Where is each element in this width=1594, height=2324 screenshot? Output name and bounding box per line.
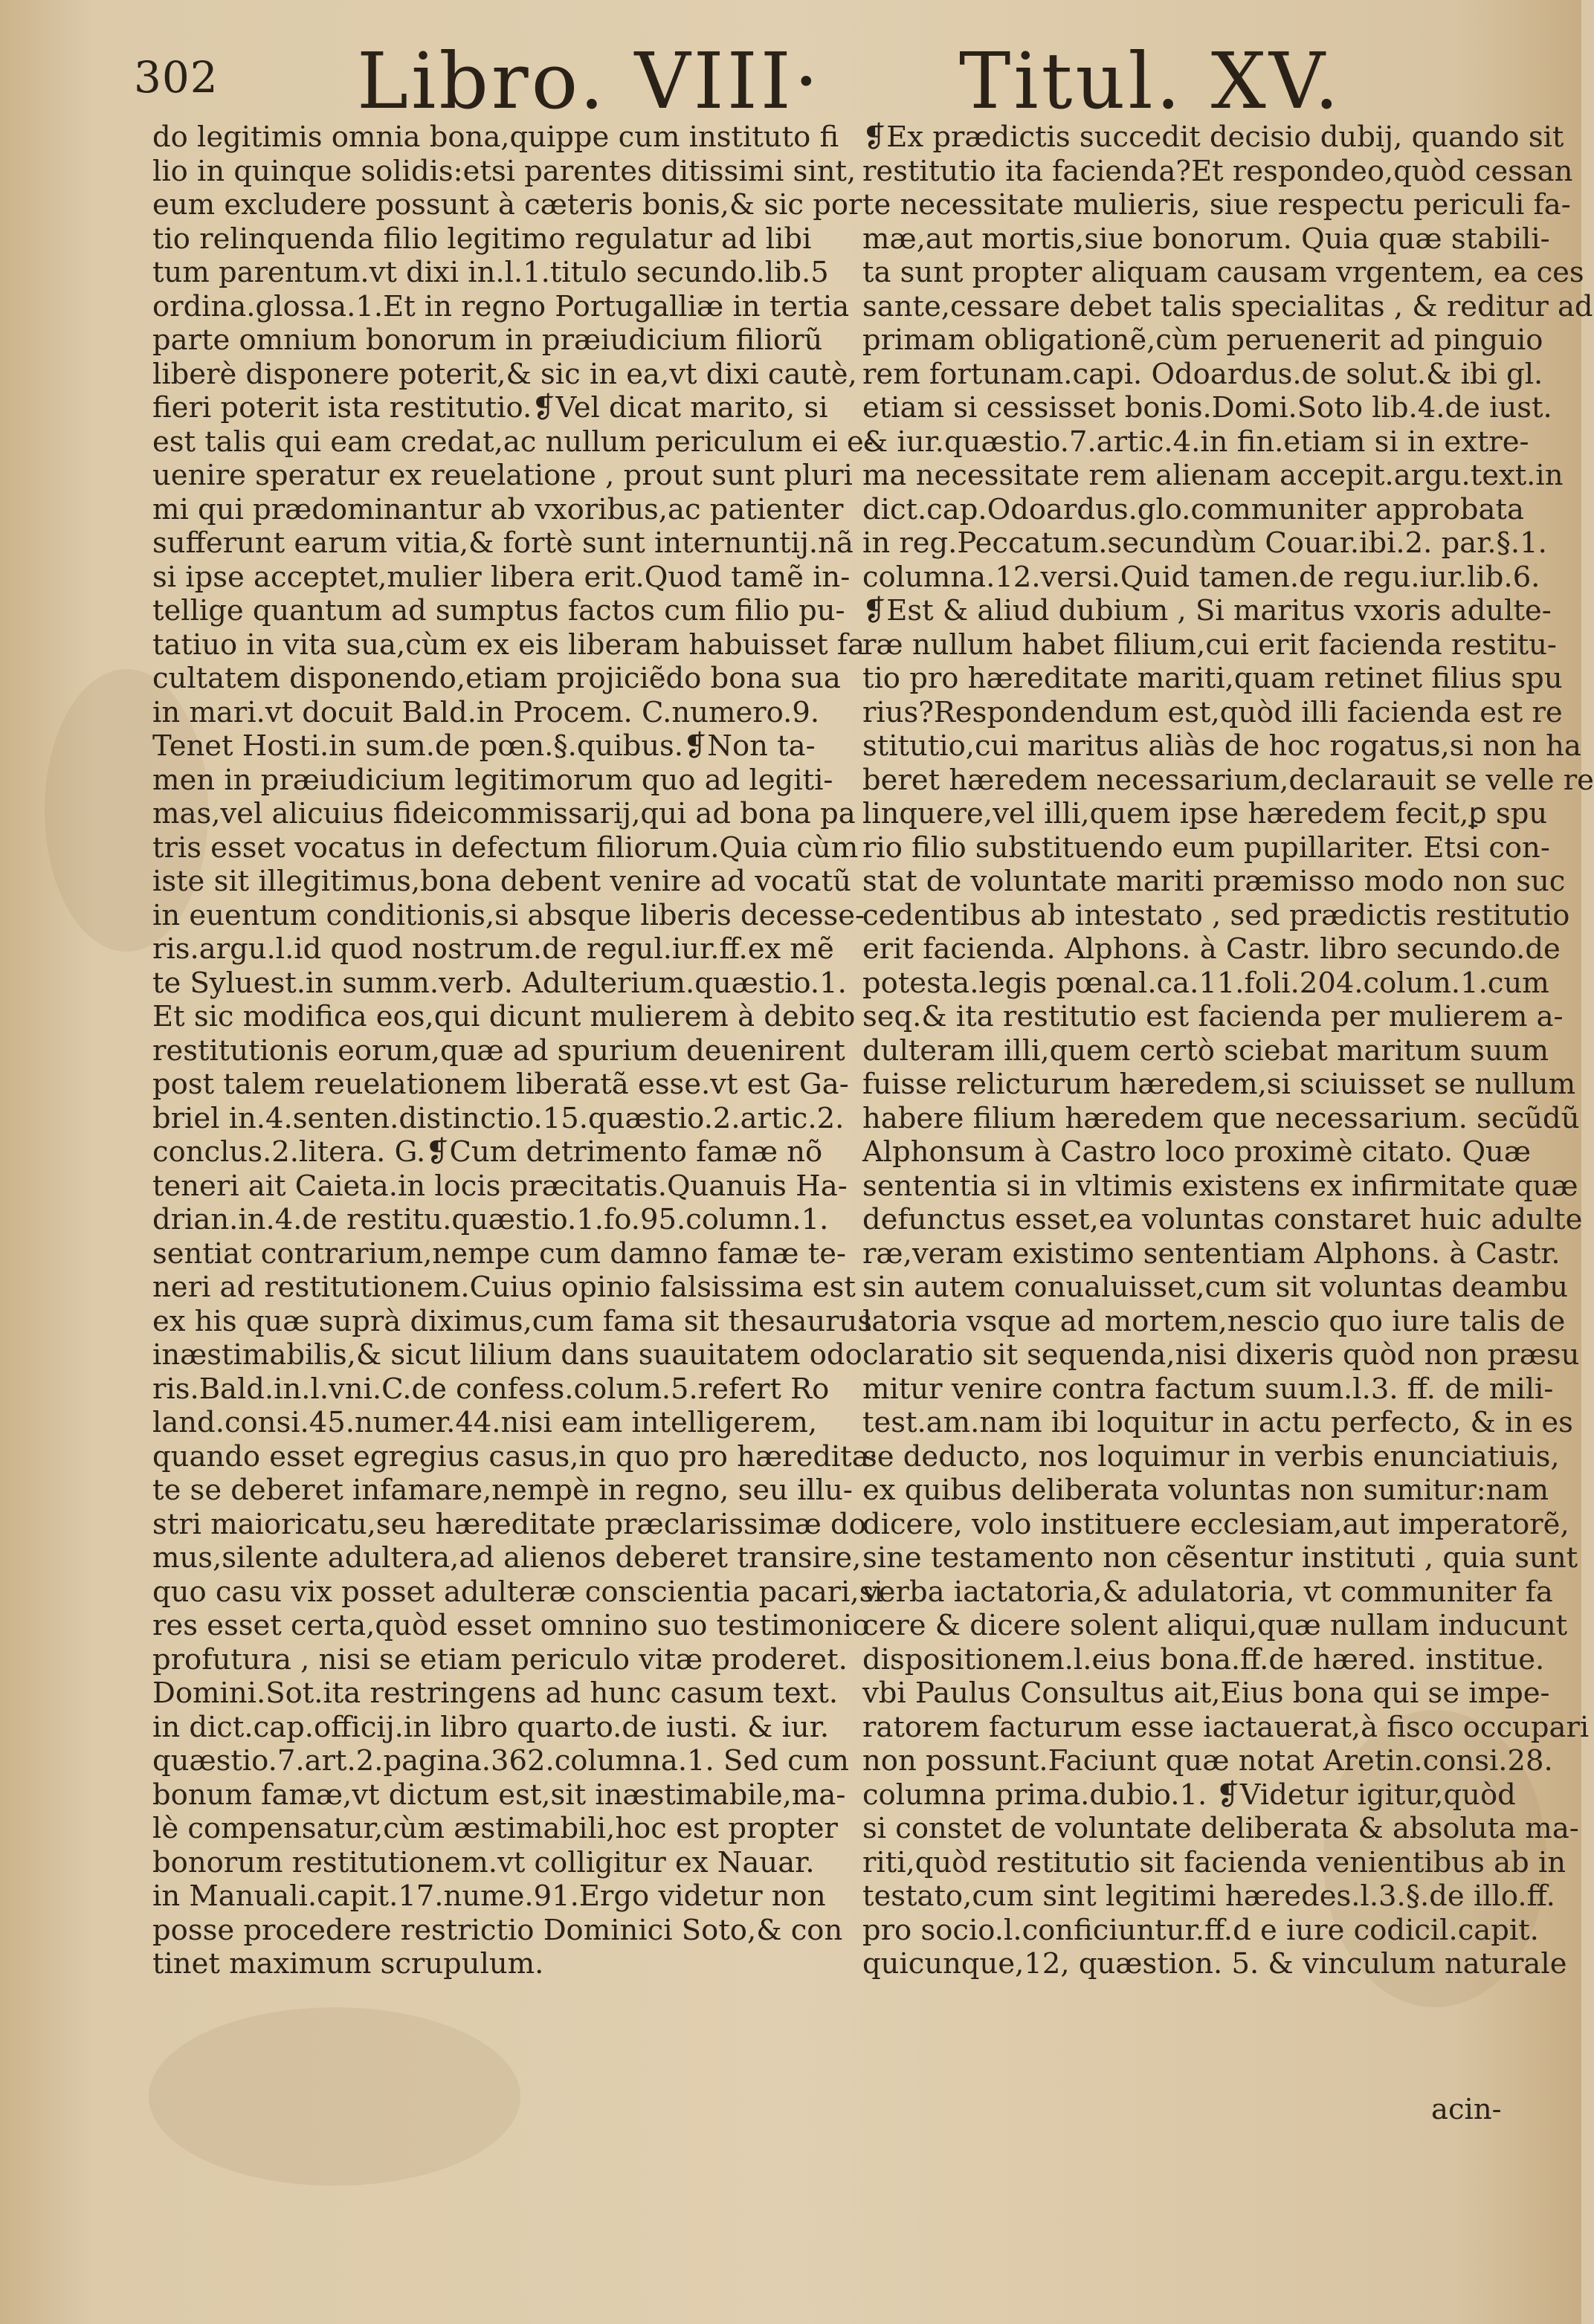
text-line: erit facienda. Alphons. à Castr. libro secundo.de <box>862 932 1561 966</box>
text-line: land.consi.45.numer.44.nisi eam intelligerem, <box>152 1406 818 1439</box>
running-header <box>0 22 1581 126</box>
text-line: ma necessitate rem alienam accepit.argu.text.in <box>862 459 1564 492</box>
text-line: restitutionis eorum,quæ ad spurium deuenirent <box>152 1033 845 1068</box>
text-line: sentiat contrarium,nempe cum damno famæ te- <box>152 1236 846 1271</box>
text-line: sin autem conualuisset,cum sit voluntas deambu <box>862 1271 1569 1304</box>
text-line: tatiuo in vita sua,cùm ex eis liberam habuisset fa <box>152 627 865 662</box>
left-column <box>152 120 883 1981</box>
text-line: te Syluest.in summ.verb. Adulterium.quæstio.1. <box>152 966 847 1000</box>
text-line: dict.cap.Odoardus.glo.communiter approbata <box>862 492 1524 526</box>
text-line: rio filio substituendo eum pupillariter. Etsi con- <box>862 830 1550 865</box>
text-line: Et sic modifica eos,qui dicunt mulierem à debito <box>152 1000 856 1033</box>
text-line: teneri ait Caieta.in locis præcitatis.Quanuis Ha- <box>152 1169 848 1203</box>
text-line: tellige quantum ad sumptus factos cum filio pu- <box>152 594 845 627</box>
text-line: neri ad restitutionem.Cuius opinio falsissima est <box>152 1271 856 1304</box>
text-line: linquere,vel illi,quem ipse hæredem fecit,ꝑ spu <box>862 797 1548 830</box>
text-line: si ipse acceptet,mulier libera erit.Quod tamẽ in- <box>152 560 851 594</box>
text-line: liberè disponere poterit,& sic in ea,vt dixi cautè, <box>152 357 857 391</box>
text-line: ordina.glossa.1.Et in regno Portugalliæ in tertia <box>152 289 850 323</box>
text-line: iste sit illegitimus,bona debent venire ad vocatũ <box>152 865 851 898</box>
text-line: ex quibus deliberata voluntas non sumitur:nam <box>862 1474 1549 1507</box>
text-line: columna prima.dubio.1. ❡Videtur igitur,quòd <box>862 1778 1516 1812</box>
text-line: bonorum restitutionem.vt colligitur ex Nauar. <box>152 1845 815 1879</box>
text-line: & iur.quæstio.7.artic.4.in fin.etiam si in extre- <box>862 425 1529 459</box>
text-line: testato,cum sint legitimi hæredes.l.3.§.de illo.ff. <box>862 1879 1555 1913</box>
text-line: quæstio.7.art.2.pagina.362.columna.1. Sed cum <box>152 1744 849 1778</box>
text-line: ta sunt propter aliquam causam vrgentem, ea ces <box>862 256 1584 289</box>
text-line: columna.12.versi.Quid tamen.de regu.iur.lib.6. <box>862 560 1540 594</box>
text-line: bonum famæ,vt dictum est,sit inæstimabile,ma- <box>152 1778 846 1812</box>
text-line: briel in.4.senten.distinctio.15.quæstio.2.artic.2. <box>152 1101 845 1135</box>
text-line: riti,quòd restitutio sit facienda venientibus ab in <box>862 1845 1566 1879</box>
text-line: latoria vsque ad mortem,nescio quo iure talis de <box>862 1304 1566 1338</box>
text-line: quando esset egregius casus,in quo pro hæredita· <box>152 1439 878 1474</box>
text-line: conclus.2.litera. G.❡Cum detrimento famæ nõ <box>152 1135 823 1169</box>
text-line: dulteram illi,quem certò sciebat maritum suum <box>862 1033 1549 1068</box>
text-line: pro socio.l.conficiuntur.ff.d e iure codicil.capit. <box>862 1913 1539 1947</box>
text-line: tinet maximum scrupulum. <box>152 1947 544 1981</box>
text-line: test.am.nam ibi loquitur in actu perfecto, & in es <box>862 1406 1573 1439</box>
text-line: primam obligationẽ,cùm peruenerit ad pinguio <box>862 323 1543 357</box>
text-line: si constet de voluntate deliberata & absoluta ma- <box>862 1812 1579 1845</box>
text-line: lio in quinque solidis:etsi parentes ditissimi sint, <box>152 154 856 188</box>
paper-stain <box>149 2007 520 2186</box>
text-line: ex his quæ suprà diximus,cum fama sit thesaurus <box>152 1304 873 1338</box>
text-line: Domini.Sot.ita restringens ad hunc casum text. <box>152 1676 839 1710</box>
text-line: se deducto, nos loquimur in verbis enunciatiuis, <box>862 1439 1560 1474</box>
text-line: sine testamento non cẽsentur instituti , quia sunt <box>862 1541 1578 1575</box>
text-line: men in præiudicium legitimorum quo ad legiti- <box>152 763 833 797</box>
text-line: fuisse relicturum hæredem,si sciuisset se nullum <box>862 1068 1576 1101</box>
text-line: eum excludere possunt à cæteris bonis,& sic por <box>152 188 862 222</box>
text-line: rius?Respondendum est,quòd illi facienda est re <box>862 695 1563 729</box>
text-line: restitutio ita facienda?Et respondeo,quòd cessan <box>862 154 1573 188</box>
text-line: etiam si cessisset bonis.Domi.Soto lib.4.de iust. <box>862 391 1552 425</box>
catchword: acin- <box>1431 2093 1502 2126</box>
text-line: Alphonsum à Castro loco proximè citato. Quæ <box>862 1135 1532 1169</box>
text-line: te se deberet infamare,nempè in regno, seu illu- <box>152 1474 853 1507</box>
text-line: cultatem disponendo,etiam projiciẽdo bona sua <box>152 662 841 695</box>
text-line: post talem reuelationem liberatã esse.vt est Ga- <box>152 1068 849 1101</box>
text-line: dicere, volo instituere ecclesiam,aut imperatorẽ, <box>862 1507 1569 1541</box>
text-line: mi qui prædominantur ab vxoribus,ac patienter <box>152 492 844 526</box>
text-line: res esset certa,quòd esset omnino suo testimonio <box>152 1609 870 1642</box>
page-number: 302 <box>134 52 219 103</box>
text-line: mitur venire contra factum suum.l.3. ff. de mili- <box>862 1372 1554 1406</box>
text-line: est talis qui eam credat,ac nullum periculum ei e- <box>152 425 874 459</box>
text-line: lè compensatur,cùm æstimabili,hoc est propter <box>152 1812 838 1845</box>
text-line: beret hæredem necessarium,declarauit se velle re <box>862 763 1594 797</box>
text-line: potesta.legis pœnal.ca.11.foli.204.colum.1.cum <box>862 966 1549 1000</box>
title-heading: Titul. XV. <box>959 36 1342 126</box>
text-line: in reg.Peccatum.secundùm Couar.ibi.2. par.§.1. <box>862 526 1547 560</box>
text-line: defunctus esset,ea voluntas constaret huic adulte <box>862 1203 1583 1236</box>
text-line: cedentibus ab intestato , sed prædictis restitutio <box>862 898 1570 932</box>
right-column <box>862 120 1594 1981</box>
text-line: ræ,veram existimo sententiam Alphons. à Castr. <box>862 1236 1561 1271</box>
text-line: in euentum conditionis,si absque liberis decesse- <box>152 898 865 932</box>
text-line: stri maioricatu,seu hæreditate præclarissimæ do <box>152 1507 866 1541</box>
text-line: sententia si in vltimis existens ex infirmitate quæ <box>862 1169 1578 1203</box>
text-line: fieri poterit ista restitutio.❡Vel dicat marito, si <box>152 391 828 425</box>
text-line: inæstimabilis,& sicut lilium dans suauitatem odo <box>152 1338 862 1372</box>
text-line: tio pro hæreditate mariti,quam retinet filius spu <box>862 662 1563 695</box>
text-line: habere filium hæredem que necessarium. secũdũ <box>862 1101 1580 1135</box>
text-line: quo casu vix posset adulteræ conscientia pacari,si <box>152 1575 883 1609</box>
text-line: drian.in.4.de restitu.quæstio.1.fo.95.column.1. <box>152 1203 829 1236</box>
text-line: dispositionem.l.eius bona.ff.de hæred. institue. <box>862 1642 1545 1676</box>
text-line: claratio sit sequenda,nisi dixeris quòd non præsu <box>862 1338 1580 1372</box>
text-line: in mari.vt docuit Bald.in Procem. C.numero.9. <box>152 695 820 729</box>
text-line: mas,vel alicuius fideicommissarij,qui ad bona pa <box>152 797 856 830</box>
text-line: ❡Ex prædictis succedit decisio dubij, quando sit <box>862 120 1564 154</box>
text-line: cere & dicere solent aliqui,quæ nullam inducunt <box>862 1609 1568 1642</box>
text-line: verba iactatoria,& adulatoria, vt communiter fa <box>862 1575 1553 1609</box>
text-line: tum parentum.vt dixi in.l.1.titulo secundo.lib.5 <box>152 256 829 289</box>
text-line: mæ,aut mortis,siue bonorum. Quia quæ stabili- <box>862 222 1550 256</box>
text-line: ræ nullum habet filium,cui erit facienda restitu- <box>862 627 1557 662</box>
text-line: parte omnium bonorum in præiudicium filiorũ <box>152 323 823 357</box>
book-heading: Libro. VIII· <box>357 36 822 126</box>
text-line: rem fortunam.capi. Odoardus.de solut.& ibi gl. <box>862 357 1543 391</box>
text-line: stitutio,cui maritus aliàs de hoc rogatus,si non ha <box>862 729 1581 763</box>
text-line: sufferunt earum vitia,& fortè sunt internuntij.nã <box>152 526 854 560</box>
text-line: ris.Bald.in.l.vni.C.de confess.colum.5.refert Ro <box>152 1372 830 1406</box>
text-line: quicunque,12, quæstion. 5. & vinculum naturale <box>862 1947 1567 1981</box>
text-line: posse procedere restrictio Dominici Soto,& con <box>152 1913 843 1947</box>
text-line: ris.argu.l.id quod nostrum.de regul.iur.ff.ex mẽ <box>152 932 834 966</box>
text-line: vbi Paulus Consultus ait,Eius bona qui se impe- <box>862 1676 1550 1710</box>
text-line: ratorem facturum esse iactauerat,à fisco occupari <box>862 1710 1590 1744</box>
text-line: do legitimis omnia bona,quippe cum instituto fi <box>152 120 839 154</box>
text-line: sante,cessare debet talis specialitas , & reditur ad <box>862 289 1593 323</box>
text-line: seq.& ita restitutio est facienda per mulierem a- <box>862 1000 1564 1033</box>
text-line: in Manuali.capit.17.nume.91.Ergo videtur non <box>152 1879 826 1913</box>
text-line: tris esset vocatus in defectum filiorum.Quia cùm <box>152 830 859 865</box>
text-line: profutura , nisi se etiam periculo vitæ proderet. <box>152 1642 848 1676</box>
text-line: mus,silente adultera,ad alienos deberet transire, <box>152 1541 862 1575</box>
text-line: non possunt.Faciunt quæ notat Aretin.consi.28. <box>862 1744 1553 1778</box>
text-line: tio relinquenda filio legitimo regulatur ad libi <box>152 222 812 256</box>
text-line: stat de voluntate mariti præmisso modo non suc <box>862 865 1566 898</box>
text-line: uenire speratur ex reuelatione , prout sunt pluri <box>152 459 853 492</box>
text-line: Tenet Hosti.in sum.de pœn.§.quibus.❡Non ta- <box>152 729 816 763</box>
text-line: ❡Est & aliud dubium , Si maritus vxoris adulte- <box>862 594 1552 627</box>
text-line: in dict.cap.officij.in libro quarto.de iusti. & iur. <box>152 1710 830 1744</box>
text-line: te necessitate mulieris, siue respectu periculi fa- <box>862 188 1571 222</box>
